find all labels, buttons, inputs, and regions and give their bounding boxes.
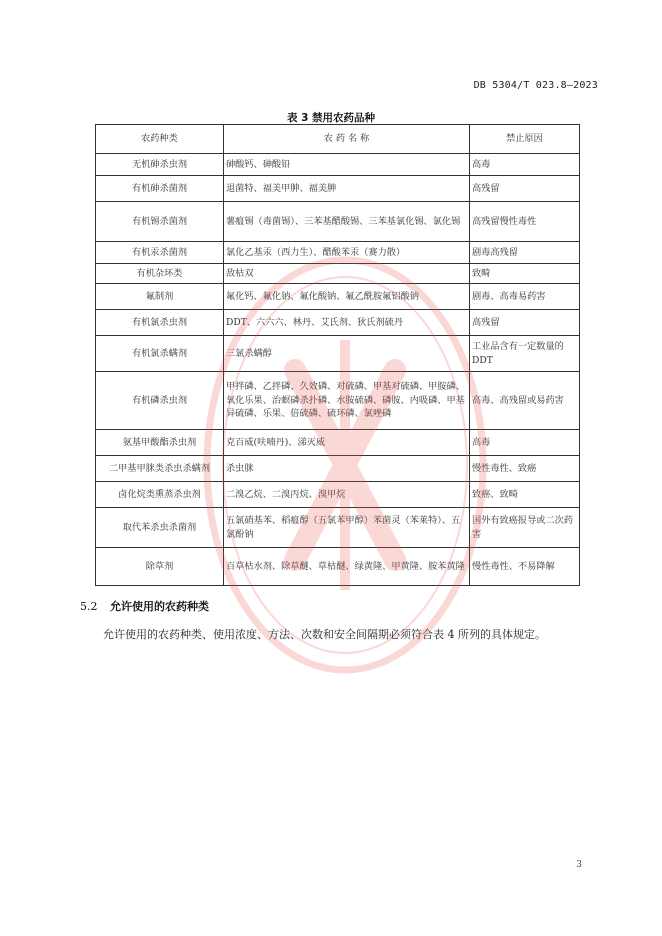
cell-type: 有机汞杀菌剂 [96, 242, 224, 264]
cell-names: 甲拌磷、乙拌磷、久效磷、对硫磷、甲基对硫磷、甲胺磷、氧化乐果、治螟磷杀扑磷、水胺硫磷、磷胺、内吸磷、甲基异硫磷、乐果、倍硫磷、硫环磷、氯唑磷 [224, 372, 470, 430]
banned-pesticides-table [95, 124, 580, 586]
cell-reason: 国外有致癌报导或二次药害 [470, 508, 580, 548]
table-row [96, 430, 580, 456]
table-row [96, 372, 580, 430]
table-row [96, 456, 580, 482]
cell-type: 除草剂 [96, 548, 224, 586]
cell-type: 卤化烷类熏蒸杀虫剂 [96, 482, 224, 508]
cell-names: 敌枯双 [224, 264, 470, 284]
table-row [96, 264, 580, 284]
table-row [96, 176, 580, 202]
cell-reason: 致畸 [470, 264, 580, 284]
cell-names: 五氯硝基苯、稻瘟醇（五氯苯甲醇）苯菌灵（苯莱特）、五氯酚钠 [224, 508, 470, 548]
cell-reason: 慢性毒性、致癌 [470, 456, 580, 482]
cell-reason: 高毒、高残留或易药害 [470, 372, 580, 430]
section-number: 5.2 [80, 600, 98, 613]
cell-reason: 剧毒、高毒易药害 [470, 284, 580, 310]
cell-reason: 剧毒高残留 [470, 242, 580, 264]
table-row [96, 284, 580, 310]
cell-reason: 慢性毒性、不易降解 [470, 548, 580, 586]
table-row [96, 154, 580, 176]
standard-code: DB 5304/T 023.8—2023 [473, 80, 598, 91]
table-row [96, 508, 580, 548]
cell-names: 氟化钙、氟化钠、氟化酸钠、氟乙酰胺氟铝酸钠 [224, 284, 470, 310]
section-title: 允许使用的农药种类 [110, 600, 209, 613]
cell-type: 氨基甲酸酯杀虫剂 [96, 430, 224, 456]
cell-type: 二甲基甲脒类杀虫杀螨剂 [96, 456, 224, 482]
table-row [96, 336, 580, 372]
cell-reason: 高残留 [470, 310, 580, 336]
section-heading [80, 598, 209, 614]
cell-type: 有机砷杀菌剂 [96, 176, 224, 202]
cell-type: 有机磷杀虫剂 [96, 372, 224, 430]
cell-names: 二溴乙烷、二溴丙烷、溴甲烷 [224, 482, 470, 508]
cell-type: 有机氯杀螨剂 [96, 336, 224, 372]
cell-names: 克百威(呋喃丹)、涕灭威 [224, 430, 470, 456]
cell-names: 百草枯水剂、除草醚、草枯醚、绿黄隆、甲黄隆、胺苯黄隆 [224, 548, 470, 586]
cell-type: 有机氯杀虫剂 [96, 310, 224, 336]
table-header-row [96, 125, 580, 154]
cell-reason: 高残留 [470, 176, 580, 202]
cell-reason: 致癌、致畸 [470, 482, 580, 508]
column-header-names: 农 药 名 称 [224, 125, 470, 154]
column-header-type: 农药种类 [96, 125, 224, 154]
table-row [96, 242, 580, 264]
cell-names: 杀虫脒 [224, 456, 470, 482]
table-row [96, 310, 580, 336]
cell-names: 氯化乙基汞（西力生）、醋酸苯汞（赛力散） [224, 242, 470, 264]
cell-names: 退菌特、福美甲胂、福美胂 [224, 176, 470, 202]
table-row [96, 482, 580, 508]
cell-type: 有机杂环类 [96, 264, 224, 284]
cell-reason: 工业品含有一定数量的DDT [470, 336, 580, 372]
cell-type: 有机锡杀菌剂 [96, 202, 224, 242]
cell-reason: 高毒 [470, 430, 580, 456]
cell-type: 无机砷杀虫剂 [96, 154, 224, 176]
column-header-reason: 禁止原因 [470, 125, 580, 154]
cell-names: DDT、六六六、林丹、艾氏剂、狄氏剂硫丹 [224, 310, 470, 336]
cell-names: 砷酸钙、砷酸铅 [224, 154, 470, 176]
cell-type: 氟制剂 [96, 284, 224, 310]
cell-names: 三氯杀螨醇 [224, 336, 470, 372]
page-number: 3 [576, 860, 582, 870]
table-caption: 表 3 禁用农药品种 [286, 112, 376, 124]
table-row [96, 548, 580, 586]
cell-names: 薯瘟锡（毒菌锡）、三苯基醋酸锡、三苯基氯化锡、氯化锡 [224, 202, 470, 242]
cell-reason: 高残留慢性毒性 [470, 202, 580, 242]
cell-type: 取代苯杀虫杀菌剂 [96, 508, 224, 548]
table-row [96, 202, 580, 242]
section-body: 允许使用的农药种类、使用浓度、方法、次数和安全间隔期必须符合表 4 所列的具体规定。 [103, 628, 546, 641]
cell-reason: 高毒 [470, 154, 580, 176]
